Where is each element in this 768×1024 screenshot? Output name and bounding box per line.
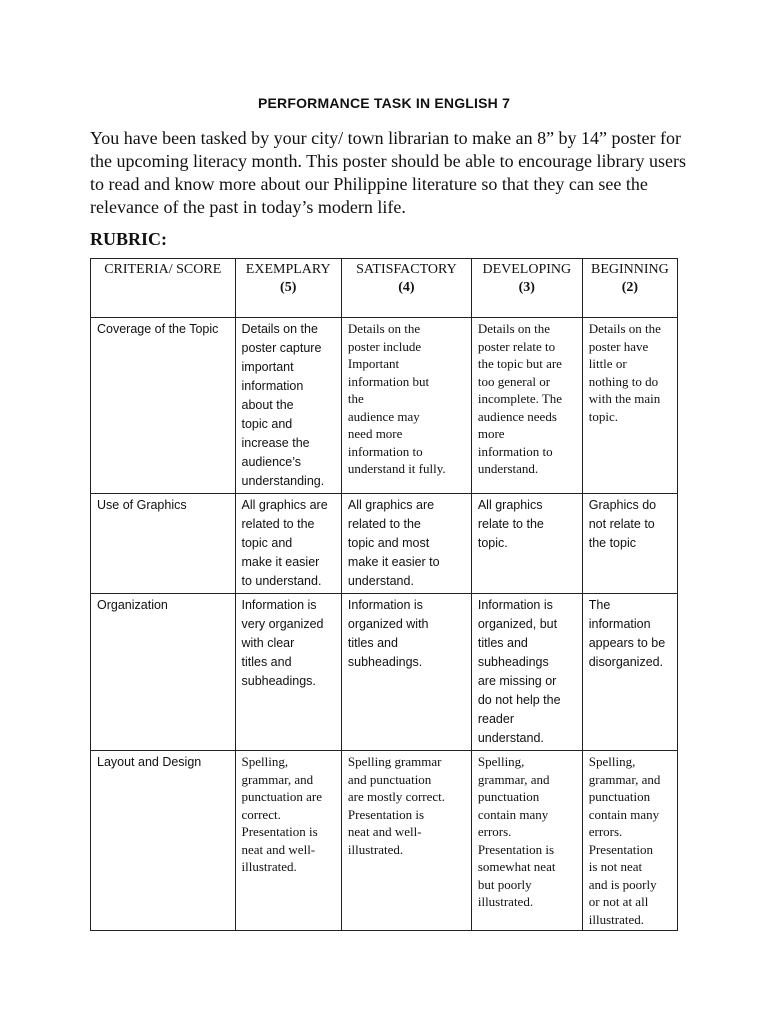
header-criteria xyxy=(91,259,236,318)
descriptor-cell-developing xyxy=(471,494,582,594)
descriptor-line: punctuation are xyxy=(241,789,322,804)
descriptor-line: audience may xyxy=(347,408,420,424)
descriptor-line: understand. xyxy=(347,574,414,588)
descriptor-line: increase the xyxy=(241,436,310,450)
descriptor-line: correct. xyxy=(241,806,281,822)
descriptor-line: poster relate to xyxy=(477,338,556,354)
descriptor-line: illustrated. xyxy=(347,841,404,857)
descriptor-line: little or xyxy=(588,356,627,371)
descriptor-line: make it easier to xyxy=(347,555,440,569)
descriptor-line: punctuation xyxy=(588,789,651,804)
descriptor-line: reader xyxy=(477,712,514,726)
descriptor-line: very organized xyxy=(241,617,324,631)
descriptor-line: understand it fully. xyxy=(347,461,446,476)
descriptor-line: the xyxy=(347,391,364,406)
descriptor-line: Details on the xyxy=(588,321,661,336)
descriptor-cell-beginning xyxy=(582,594,677,751)
descriptor-line: the topic but are xyxy=(477,356,562,371)
rubric-heading: RUBRIC: xyxy=(90,229,168,249)
descriptor-cell-satisfactory xyxy=(341,594,471,751)
descriptor-line: Presentation is xyxy=(477,841,555,857)
descriptor-line: not relate to xyxy=(588,517,655,531)
descriptor-line: topic and xyxy=(241,536,293,550)
descriptor-line: Details on the xyxy=(477,321,551,336)
descriptor-line: titles and xyxy=(347,636,398,650)
descriptor-line: punctuation xyxy=(477,789,540,804)
criterion-label: Use of Graphics xyxy=(97,498,187,512)
descriptor-cell-satisfactory xyxy=(341,318,471,494)
descriptor-line: Spelling, xyxy=(588,754,636,769)
descriptor-line: titles and xyxy=(477,636,528,650)
descriptor-line: information xyxy=(588,617,651,631)
criterion-cell xyxy=(91,751,236,931)
descriptor-line: too general or xyxy=(477,373,551,389)
descriptor-line: nothing to do xyxy=(588,373,659,389)
header-developing xyxy=(471,259,582,318)
descriptor-cell-exemplary xyxy=(235,751,341,931)
descriptor-cell-beginning xyxy=(582,494,677,594)
descriptor-cell-exemplary xyxy=(235,594,341,751)
rubric-table xyxy=(90,258,678,931)
descriptor-line: poster include xyxy=(347,338,422,354)
descriptor-line: information to xyxy=(477,443,553,459)
descriptor-line: titles and xyxy=(241,655,292,669)
descriptor-line: are missing or xyxy=(477,674,557,688)
descriptor-line: information but xyxy=(347,373,430,389)
descriptor-line: topic and most xyxy=(347,536,430,550)
rubric-row-coverage xyxy=(91,318,678,494)
descriptor-line: organized with xyxy=(347,617,429,631)
descriptor-line: more xyxy=(477,426,505,441)
header-exemplary-label: EXEMPLARY xyxy=(245,262,331,277)
descriptor-cell-beginning xyxy=(582,318,677,494)
rubric-row-organization xyxy=(91,594,678,751)
descriptor-cell-developing xyxy=(471,594,582,751)
descriptor-line: audience needs xyxy=(477,408,557,424)
descriptor-line: subheadings. xyxy=(347,655,423,669)
descriptor-line: somewhat neat xyxy=(477,859,556,874)
descriptor-line: incomplete. The xyxy=(477,391,563,406)
header-satisfactory-score: (4) xyxy=(398,280,415,295)
descriptor-line: important xyxy=(241,360,294,374)
descriptor-line: information xyxy=(241,379,304,393)
descriptor-line: Details on the xyxy=(347,321,421,336)
descriptor-line: subheadings xyxy=(477,655,549,669)
descriptor-line: Details on the xyxy=(241,322,318,336)
header-satisfactory-label: SATISFACTORY xyxy=(356,262,457,277)
descriptor-line: grammar, and xyxy=(477,771,550,787)
header-satisfactory xyxy=(341,259,471,318)
rubric-row-layout xyxy=(91,751,678,931)
criterion-cell xyxy=(91,494,236,594)
descriptor-line: illustrated. xyxy=(588,911,644,927)
descriptor-line: Information is xyxy=(241,598,317,612)
descriptor-line: All graphics are xyxy=(347,498,435,512)
descriptor-cell-developing xyxy=(471,318,582,494)
descriptor-line: relate to the xyxy=(477,517,544,531)
descriptor-line: errors. xyxy=(477,824,512,839)
page-title: PERFORMANCE TASK IN ENGLISH 7 xyxy=(257,95,511,111)
descriptor-line: All graphics are xyxy=(241,498,328,512)
descriptor-line: illustrated. xyxy=(241,859,297,874)
descriptor-line: Presentation is xyxy=(347,806,425,822)
descriptor-line: poster capture xyxy=(241,341,322,355)
descriptor-line: Spelling, xyxy=(241,754,289,769)
descriptor-line: appears to be xyxy=(588,636,666,650)
header-developing-score: (3) xyxy=(518,280,535,295)
descriptor-line: but poorly xyxy=(477,876,532,892)
criterion-cell xyxy=(91,594,236,751)
descriptor-line: Information is xyxy=(477,598,553,612)
descriptor-cell-beginning xyxy=(582,751,677,931)
criterion-label: Layout and Design xyxy=(97,755,202,769)
header-criteria-label: CRITERIA/ SCORE xyxy=(104,262,222,277)
descriptor-line: contain many xyxy=(477,806,549,822)
descriptor-line: poster have xyxy=(588,338,649,354)
criterion-cell xyxy=(91,318,236,494)
header-exemplary-score: (5) xyxy=(280,280,297,295)
descriptor-line: topic. xyxy=(477,536,508,550)
descriptor-line: with the main xyxy=(588,391,661,406)
descriptor-line: related to the xyxy=(347,517,421,531)
criterion-label: Coverage of the Topic xyxy=(97,322,219,336)
descriptor-line: about the xyxy=(241,398,294,412)
descriptor-line: with clear xyxy=(241,636,295,650)
descriptor-line: Spelling, xyxy=(477,754,525,769)
descriptor-line: are mostly correct. xyxy=(347,789,445,804)
descriptor-line: understand. xyxy=(477,461,539,476)
descriptor-line: is not neat xyxy=(588,859,643,874)
descriptor-line: understand. xyxy=(477,731,544,745)
descriptor-line: illustrated. xyxy=(477,894,534,909)
descriptor-line: audience’s xyxy=(241,455,302,469)
descriptor-line: or not at all xyxy=(588,894,649,909)
criterion-label: Organization xyxy=(97,598,168,612)
descriptor-line: The xyxy=(588,598,611,612)
descriptor-line: All graphics xyxy=(477,498,543,512)
descriptor-cell-exemplary xyxy=(235,318,341,494)
header-developing-label: DEVELOPING xyxy=(482,262,572,277)
descriptor-line: contain many xyxy=(588,806,660,822)
descriptor-line: Spelling grammar xyxy=(347,754,442,769)
descriptor-line: subheadings. xyxy=(241,674,316,688)
header-row xyxy=(91,259,678,318)
descriptor-line: information to xyxy=(347,443,423,459)
descriptor-line: grammar, and xyxy=(241,771,314,787)
descriptor-cell-developing xyxy=(471,751,582,931)
descriptor-line: disorganized. xyxy=(588,655,664,669)
descriptor-cell-satisfactory xyxy=(341,494,471,594)
task-description: You have been tasked by your city/ town librarian to make an 8” by 14” poster for the upcoming literacy month. This poster should be able to encourage library users to read and know more about our Philippine literature so that they can see the relevance of the past in today’s modern life. xyxy=(90,128,687,217)
header-beginning-label: BEGINNING xyxy=(590,262,669,277)
descriptor-line: and is poorly xyxy=(588,876,657,892)
descriptor-line: understanding. xyxy=(241,474,325,488)
descriptor-line: Graphics do xyxy=(588,498,657,512)
descriptor-line: need more xyxy=(347,426,403,441)
header-beginning xyxy=(582,259,677,318)
descriptor-cell-satisfactory xyxy=(341,751,471,931)
descriptor-line: organized, but xyxy=(477,617,558,631)
descriptor-line: errors. xyxy=(588,824,623,839)
header-beginning-score: (2) xyxy=(621,280,639,295)
descriptor-cell-exemplary xyxy=(235,494,341,594)
descriptor-line: neat and well- xyxy=(347,824,422,839)
descriptor-line: do not help the xyxy=(477,693,561,707)
descriptor-line: to understand. xyxy=(241,574,322,588)
rubric-row-graphics xyxy=(91,494,678,594)
descriptor-line: Information is xyxy=(347,598,423,612)
descriptor-line: Presentation xyxy=(588,841,653,857)
descriptor-line: neat and well- xyxy=(241,841,316,857)
descriptor-line: make it easier xyxy=(241,555,320,569)
descriptor-line: the topic xyxy=(588,536,636,550)
descriptor-line: grammar, and xyxy=(588,771,661,787)
descriptor-line: topic and xyxy=(241,417,293,431)
descriptor-line: Presentation is xyxy=(241,824,318,839)
descriptor-line: topic. xyxy=(588,408,618,424)
descriptor-line: related to the xyxy=(241,517,315,531)
descriptor-line: and punctuation xyxy=(347,771,432,787)
header-exemplary xyxy=(235,259,341,318)
descriptor-line: Important xyxy=(347,356,400,371)
